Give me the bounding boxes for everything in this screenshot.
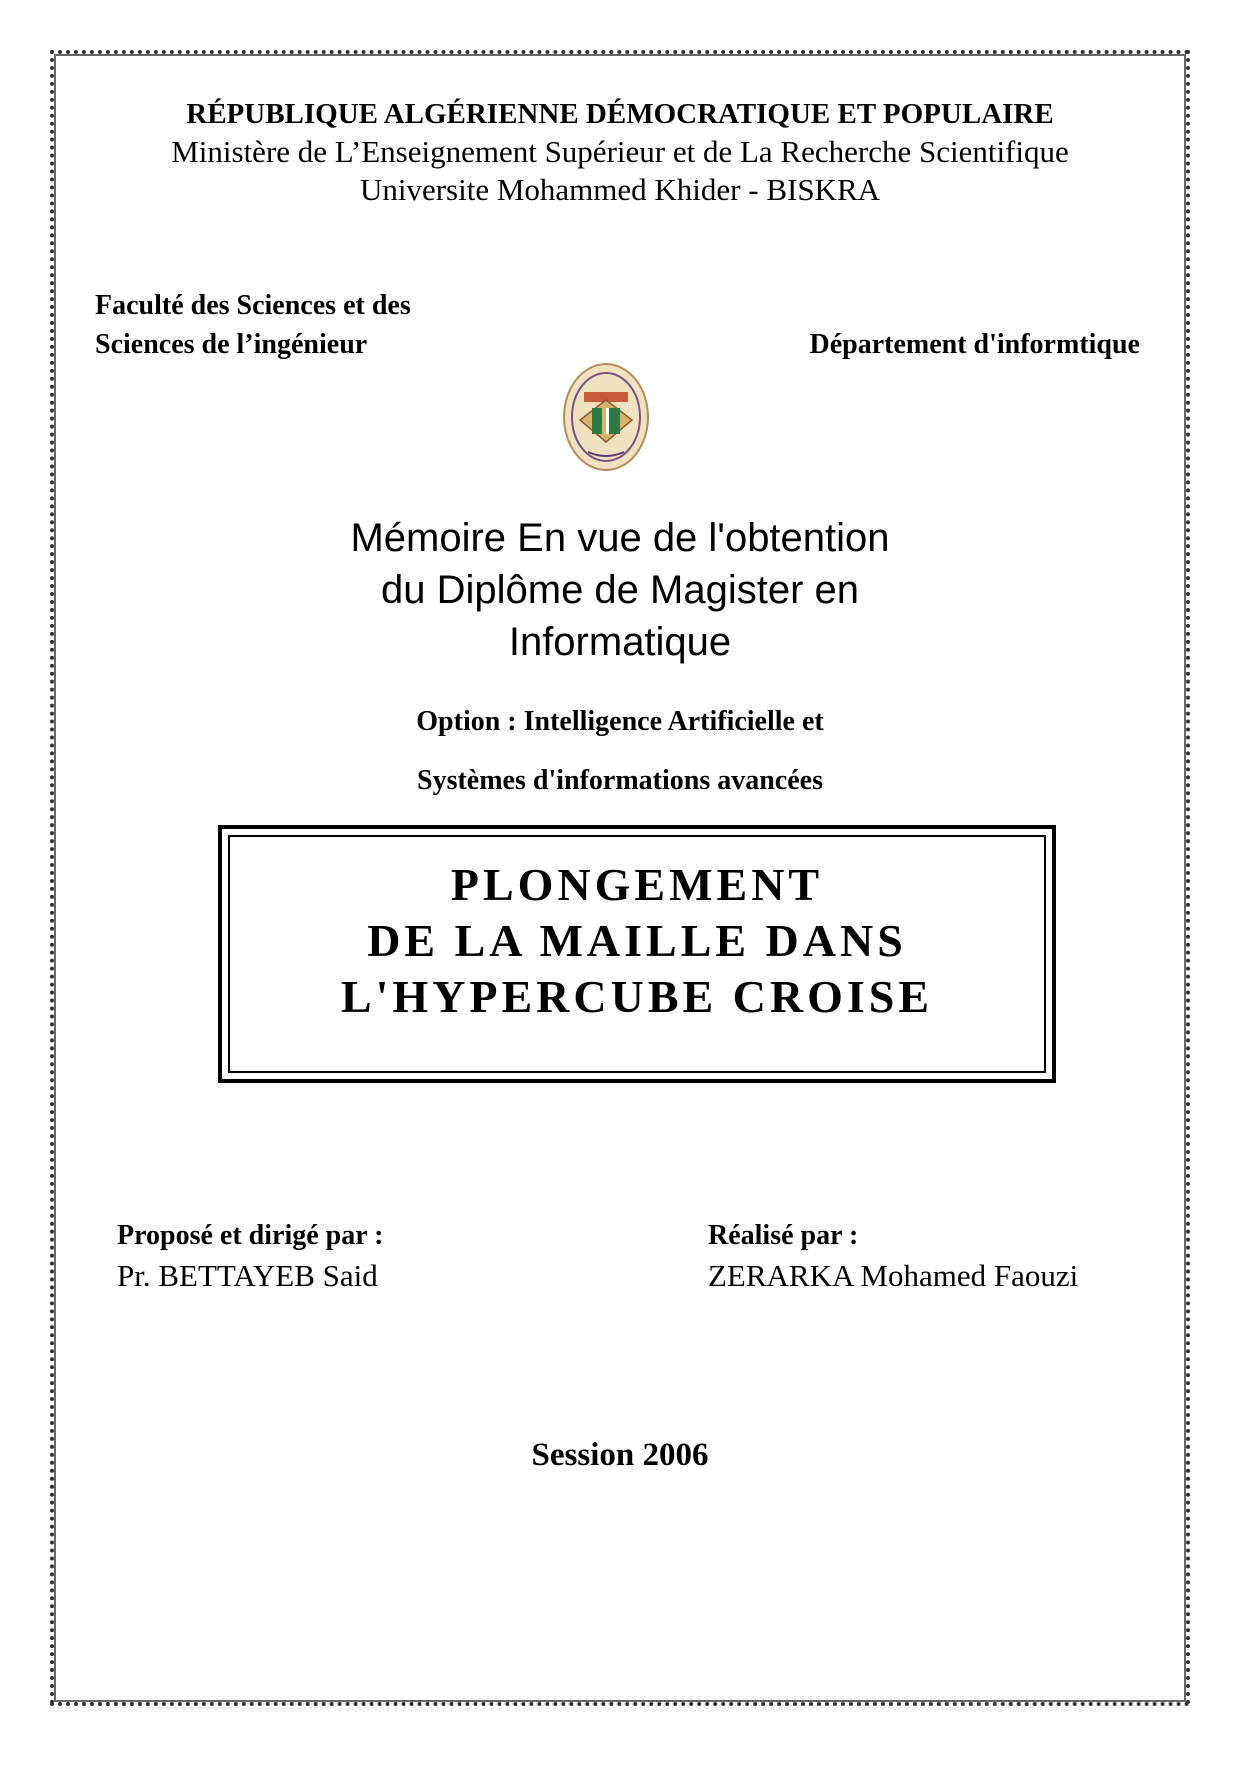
memoire-line-3: Informatique (508, 620, 732, 664)
session-year: Session 2006 (531, 1437, 709, 1473)
author-block (708, 1216, 1078, 1296)
faculty-line-1: Faculté des Sciences et des (95, 290, 411, 321)
option-line-2: Systèmes d'informations avancées (417, 765, 823, 796)
university-seal-icon (562, 362, 650, 472)
faculty-line-2: Sciences de l’ingénieur (95, 329, 368, 360)
title-line-3: L'HYPERCUBE CROISE (340, 971, 934, 1022)
ministry-name: Ministère de L’Enseignement Supérieur et de La Recherche Scientifique (171, 134, 1069, 169)
memoire-purpose (0, 512, 1240, 668)
option-specialty (0, 692, 1240, 810)
thesis-title-frame (218, 825, 1056, 1083)
supervisor-name: Pr. BETTAYEB Said (117, 1258, 378, 1293)
supervisor-label: Proposé et dirigé par : (117, 1220, 384, 1251)
author-label: Réalisé par : (708, 1220, 859, 1251)
faculty-name (95, 286, 411, 364)
university-name: Universite Mohammed Khider - BISKRA (359, 172, 881, 207)
memoire-line-1: Mémoire En vue de l'obtention (350, 516, 890, 560)
title-line-2: DE LA MAILLE DANS (367, 915, 907, 966)
republic-name: RÉPUBLIQUE ALGÉRIENNE DÉMOCRATIQUE ET POPULAIRE (186, 98, 1054, 130)
memoire-line-2: du Diplôme de Magister en (380, 568, 860, 612)
institution-header (0, 95, 1240, 209)
author-name: ZERARKA Mohamed Faouzi (708, 1258, 1079, 1293)
option-line-1: Option : Intelligence Artificielle et (416, 706, 824, 737)
title-line-1: PLONGEMENT (450, 859, 824, 910)
thesis-title (228, 835, 1046, 1073)
supervisor-block (117, 1216, 383, 1296)
department-name: Département d'informtique (809, 329, 1140, 360)
